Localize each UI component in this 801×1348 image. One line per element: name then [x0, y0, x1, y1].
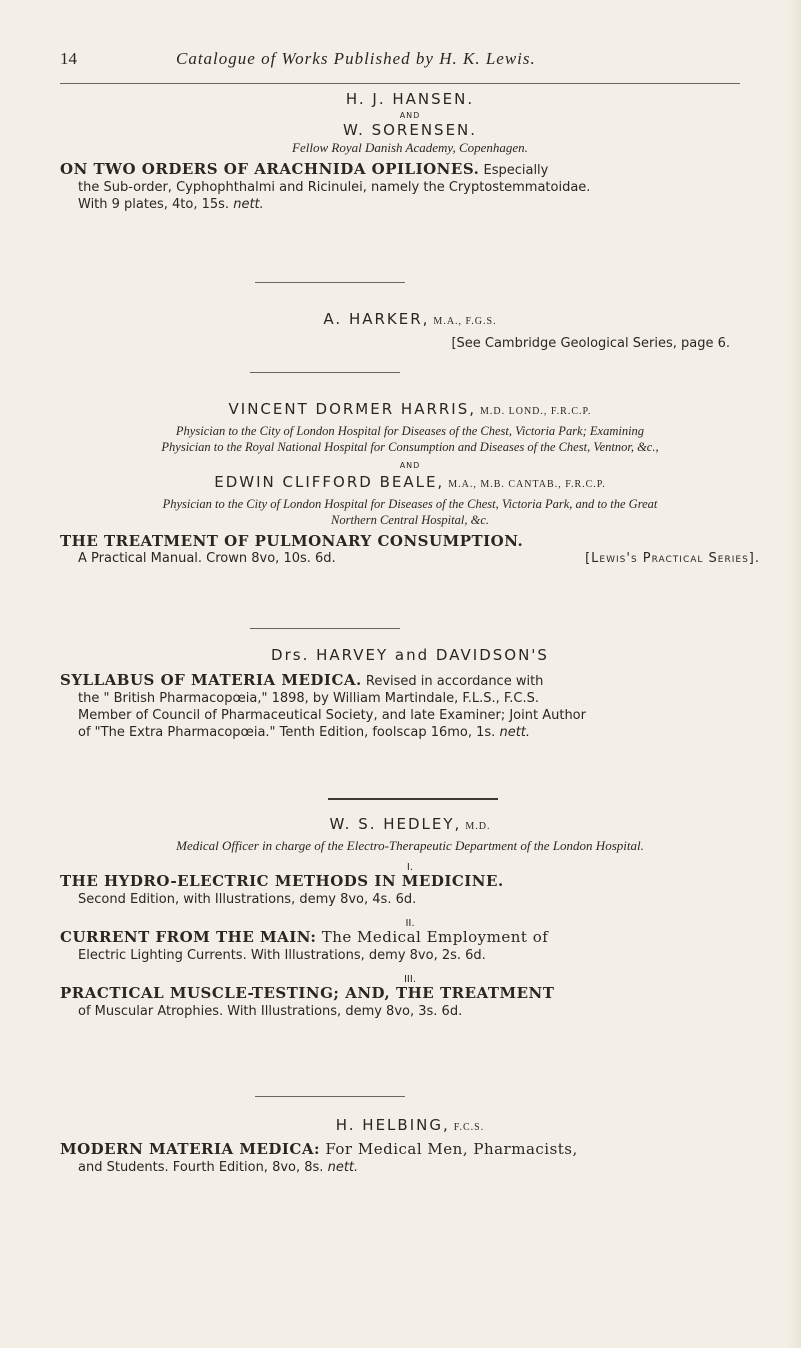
- affiliation-line: Physician to the Royal National Hospital for Consumption and Diseases of the Chest, Ventnor, &c.,: [161, 440, 659, 454]
- cross-reference: [See Cambridge Geological Series, page 6.: [451, 336, 730, 351]
- entry-harker: [60, 310, 760, 352]
- description-text: With 9 plates, 4to, 15s.: [78, 197, 230, 212]
- work-title: THE TREATMENT OF PULMONARY CONSUMPTION.: [60, 532, 524, 550]
- author-degrees: M.D. LOND., F.R.C.P.: [480, 406, 592, 417]
- description-line: [60, 1159, 760, 1176]
- entry-helbing: [60, 1116, 760, 1176]
- series-label: [Lewis's Practical Series].: [585, 551, 760, 566]
- work-entry: [60, 929, 760, 964]
- author-name: H. J. HANSEN.: [345, 90, 475, 108]
- page-edge-shading: [787, 0, 801, 1348]
- page-number: 14: [60, 49, 77, 68]
- description-text: of "The Extra Pharmacopœia." Tenth Edition, foolscap 16mo, 1s.: [78, 725, 496, 740]
- work-entry: [60, 873, 760, 908]
- work-title: THE HYDRO-ELECTRIC METHODS IN MEDICINE.: [60, 872, 504, 890]
- author-name: VINCENT DORMER HARRIS,: [228, 400, 477, 418]
- work-numeral: I.: [406, 862, 414, 873]
- description-text: Revised in accordance with: [361, 674, 544, 689]
- work-title: SYLLABUS OF MATERIA MEDICA.: [60, 671, 362, 689]
- section-divider: [255, 282, 405, 283]
- work-title: MODERN MATERIA MEDICA:: [60, 1140, 321, 1158]
- entry-harris: [60, 400, 760, 567]
- author-line: [60, 310, 760, 329]
- description-text: Especially: [479, 163, 549, 178]
- description-line: [60, 724, 760, 741]
- section-divider: [255, 1096, 405, 1097]
- description-text: Electric Lighting Currents. With Illustrations, demy 8vo, 2s. 6d.: [78, 948, 486, 963]
- work-numeral: II.: [405, 918, 415, 929]
- entry-description: [60, 533, 760, 567]
- entry-hedley: [60, 815, 760, 1020]
- nett-label: nett.: [233, 197, 264, 212]
- author-name: Drs. HARVEY and DAVIDSON'S: [271, 646, 549, 664]
- work-entry: [60, 985, 760, 1020]
- author-affiliation: Fellow Royal Danish Academy, Copenhagen.: [292, 140, 528, 155]
- entry-description: [60, 161, 760, 213]
- description-text: of Muscular Atrophies. With Illustrations, demy 8vo, 3s. 6d.: [78, 1004, 463, 1019]
- work-title-line: [60, 985, 760, 1003]
- work-title: CURRENT FROM THE MAIN:: [60, 928, 317, 946]
- description-text: the Sub-order, Cyphophthalmi and Ricinulei, namely the Cryptostemmatoidae.: [78, 180, 591, 195]
- author-name: EDWIN CLIFFORD BEALE,: [214, 473, 445, 491]
- section-divider: [250, 372, 400, 373]
- and-label: AND: [399, 111, 421, 120]
- header-rule: [60, 83, 740, 84]
- description-text: A Practical Manual. Crown 8vo, 10s. 6d.: [78, 551, 336, 566]
- section-divider: [328, 798, 498, 800]
- author-degrees: F.C.S.: [453, 1122, 485, 1133]
- running-title: Catalogue of Works Published by H. K. Lewis.: [176, 49, 536, 68]
- description-line: [60, 196, 760, 213]
- and-label: AND: [399, 461, 421, 470]
- work-title-line: [60, 929, 760, 947]
- description-text: the " British Pharmacopœia," 1898, by William Martindale, F.L.S., F.C.S.: [78, 691, 540, 706]
- description-line: [60, 550, 760, 567]
- page-header: [60, 49, 760, 79]
- entry-harvey: [60, 646, 760, 741]
- description-text: Second Edition, with Illustrations, demy 8vo, 4s. 6d.: [78, 892, 417, 907]
- author-affiliation: Medical Officer in charge of the Electro-Therapeutic Department of the London Hospital.: [176, 838, 644, 853]
- affiliation-line: Physician to the City of London Hospital for Diseases of the Chest, Victoria Park; Examining: [175, 424, 645, 438]
- author-name: W. SORENSEN.: [342, 121, 478, 139]
- title-rest: For Medical Men, Pharmacists,: [320, 1140, 578, 1158]
- work-title-line: [60, 1141, 760, 1159]
- affiliation-line: Northern Central Hospital, &c.: [331, 513, 489, 527]
- author-degrees: M.D.: [465, 821, 491, 832]
- author-affiliation: [60, 496, 760, 528]
- nett-label: nett.: [327, 1160, 359, 1175]
- author-affiliation: [60, 423, 760, 455]
- work-title-line: [60, 873, 760, 891]
- author-line: [60, 400, 760, 419]
- description-text: and Students. Fourth Edition, 8vo, 8s.: [78, 1160, 324, 1175]
- section-divider: [250, 628, 400, 629]
- author-degrees: M.A., F.G.S.: [433, 316, 497, 327]
- title-rest: The Medical Employment of: [316, 928, 549, 946]
- author-name: W. S. HEDLEY,: [329, 815, 462, 833]
- work-numeral: III.: [403, 974, 417, 985]
- affiliation-line: Physician to the City of London Hospital for Diseases of the Chest, Victoria Park, and to the Great: [162, 497, 658, 511]
- entry-description: [60, 1141, 760, 1176]
- author-name: H. HELBING,: [335, 1116, 450, 1134]
- nett-label: nett.: [499, 725, 531, 740]
- author-line: [60, 1116, 760, 1135]
- entry-description: [60, 672, 760, 741]
- entry-hansen: [60, 90, 760, 213]
- author-line: [60, 473, 760, 492]
- work-title: ON TWO ORDERS OF ARACHNIDA OPILIONES.: [60, 160, 480, 178]
- author-line: [60, 815, 760, 834]
- work-title: PRACTICAL MUSCLE-TESTING; AND, THE TREATMENT: [60, 984, 555, 1002]
- author-degrees: M.A., M.B. CANTAB., F.R.C.P.: [448, 479, 606, 490]
- description-text: Member of Council of Pharmaceutical Society, and late Examiner; Joint Author: [78, 708, 586, 723]
- author-name: A. HARKER,: [323, 310, 430, 328]
